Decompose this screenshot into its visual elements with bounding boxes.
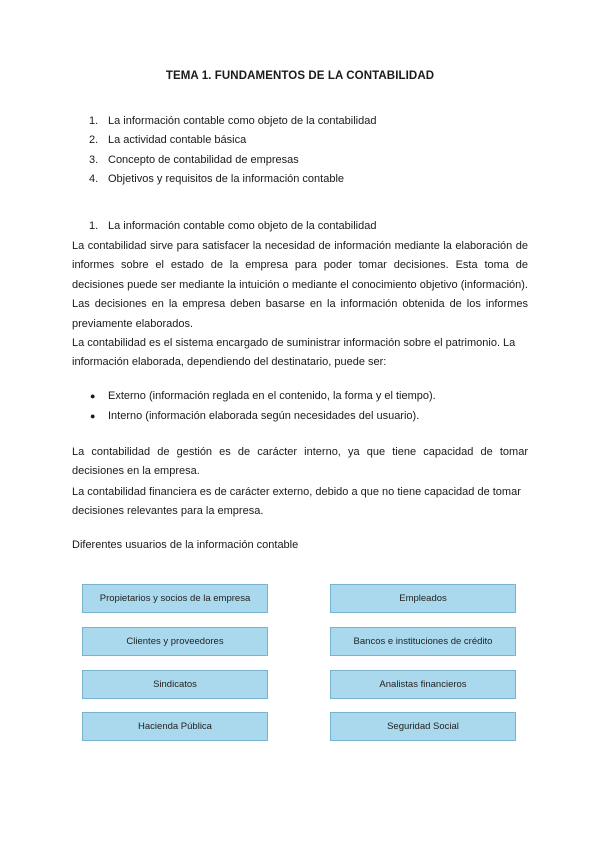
user-box: Hacienda Pública	[82, 712, 268, 741]
users-heading: Diferentes usuarios de la información contable	[72, 539, 299, 551]
user-box: Bancos e instituciones de crédito	[330, 627, 516, 656]
user-box: Clientes y proveedores	[82, 627, 268, 656]
user-box: Empleados	[330, 584, 516, 613]
bullet-icon: ●	[90, 391, 96, 401]
bullet-icon: ●	[90, 411, 96, 421]
toc-item: 4. Objetivos y requisitos de la información contable	[89, 173, 345, 186]
user-box: Propietarios y socios de la empresa	[82, 584, 268, 613]
list-item: ● Externo (información reglada en el contenido, la forma y el tiempo).	[90, 386, 436, 406]
bullet-list	[90, 386, 436, 426]
table-of-contents	[89, 112, 376, 190]
paragraph-financiera: La contabilidad financiera es de carácter externo, debido a que no tiene capacidad de tomar decisiones relevantes para la empresa.	[72, 486, 521, 518]
paragraph-gestion: La contabilidad de gestión es de carácter interno, ya que tiene capacidad de tomar decisiones en la empresa.	[72, 446, 528, 478]
section-heading: 1. La información contable como objeto de la contabilidad	[89, 220, 377, 232]
page-title: TEMA 1. FUNDAMENTOS DE LA CONTABILIDAD	[165, 70, 435, 82]
toc-item: 2. La actividad contable básica	[89, 134, 247, 147]
paragraph-intro: La contabilidad sirve para satisfacer la necesidad de información mediante la elaboración de informes sobre el estado de la empresa para poder tomar decisiones. Esta toma de decisiones puede ser mediante la intuición o mediante el conocimiento objetivo (información). Las decisiones en la empresa deben basarse en la información obtenida de los informes previamente elaborados.	[72, 240, 528, 330]
user-box: Seguridad Social	[330, 712, 516, 741]
list-item: ● Interno (información elaborada según necesidades del usuario).	[90, 406, 436, 426]
user-box: Sindicatos	[82, 670, 268, 699]
paragraph-system: La contabilidad es el sistema encargado de suministrar información sobre el patrimonio. La información elaborada, dependiendo del destinatario, puede ser:	[72, 337, 516, 369]
toc-item: 3. Concepto de contabilidad de empresas	[89, 153, 299, 166]
toc-item: 1. La información contable como objeto de la contabilidad	[89, 115, 377, 127]
user-box: Analistas financieros	[330, 670, 516, 699]
